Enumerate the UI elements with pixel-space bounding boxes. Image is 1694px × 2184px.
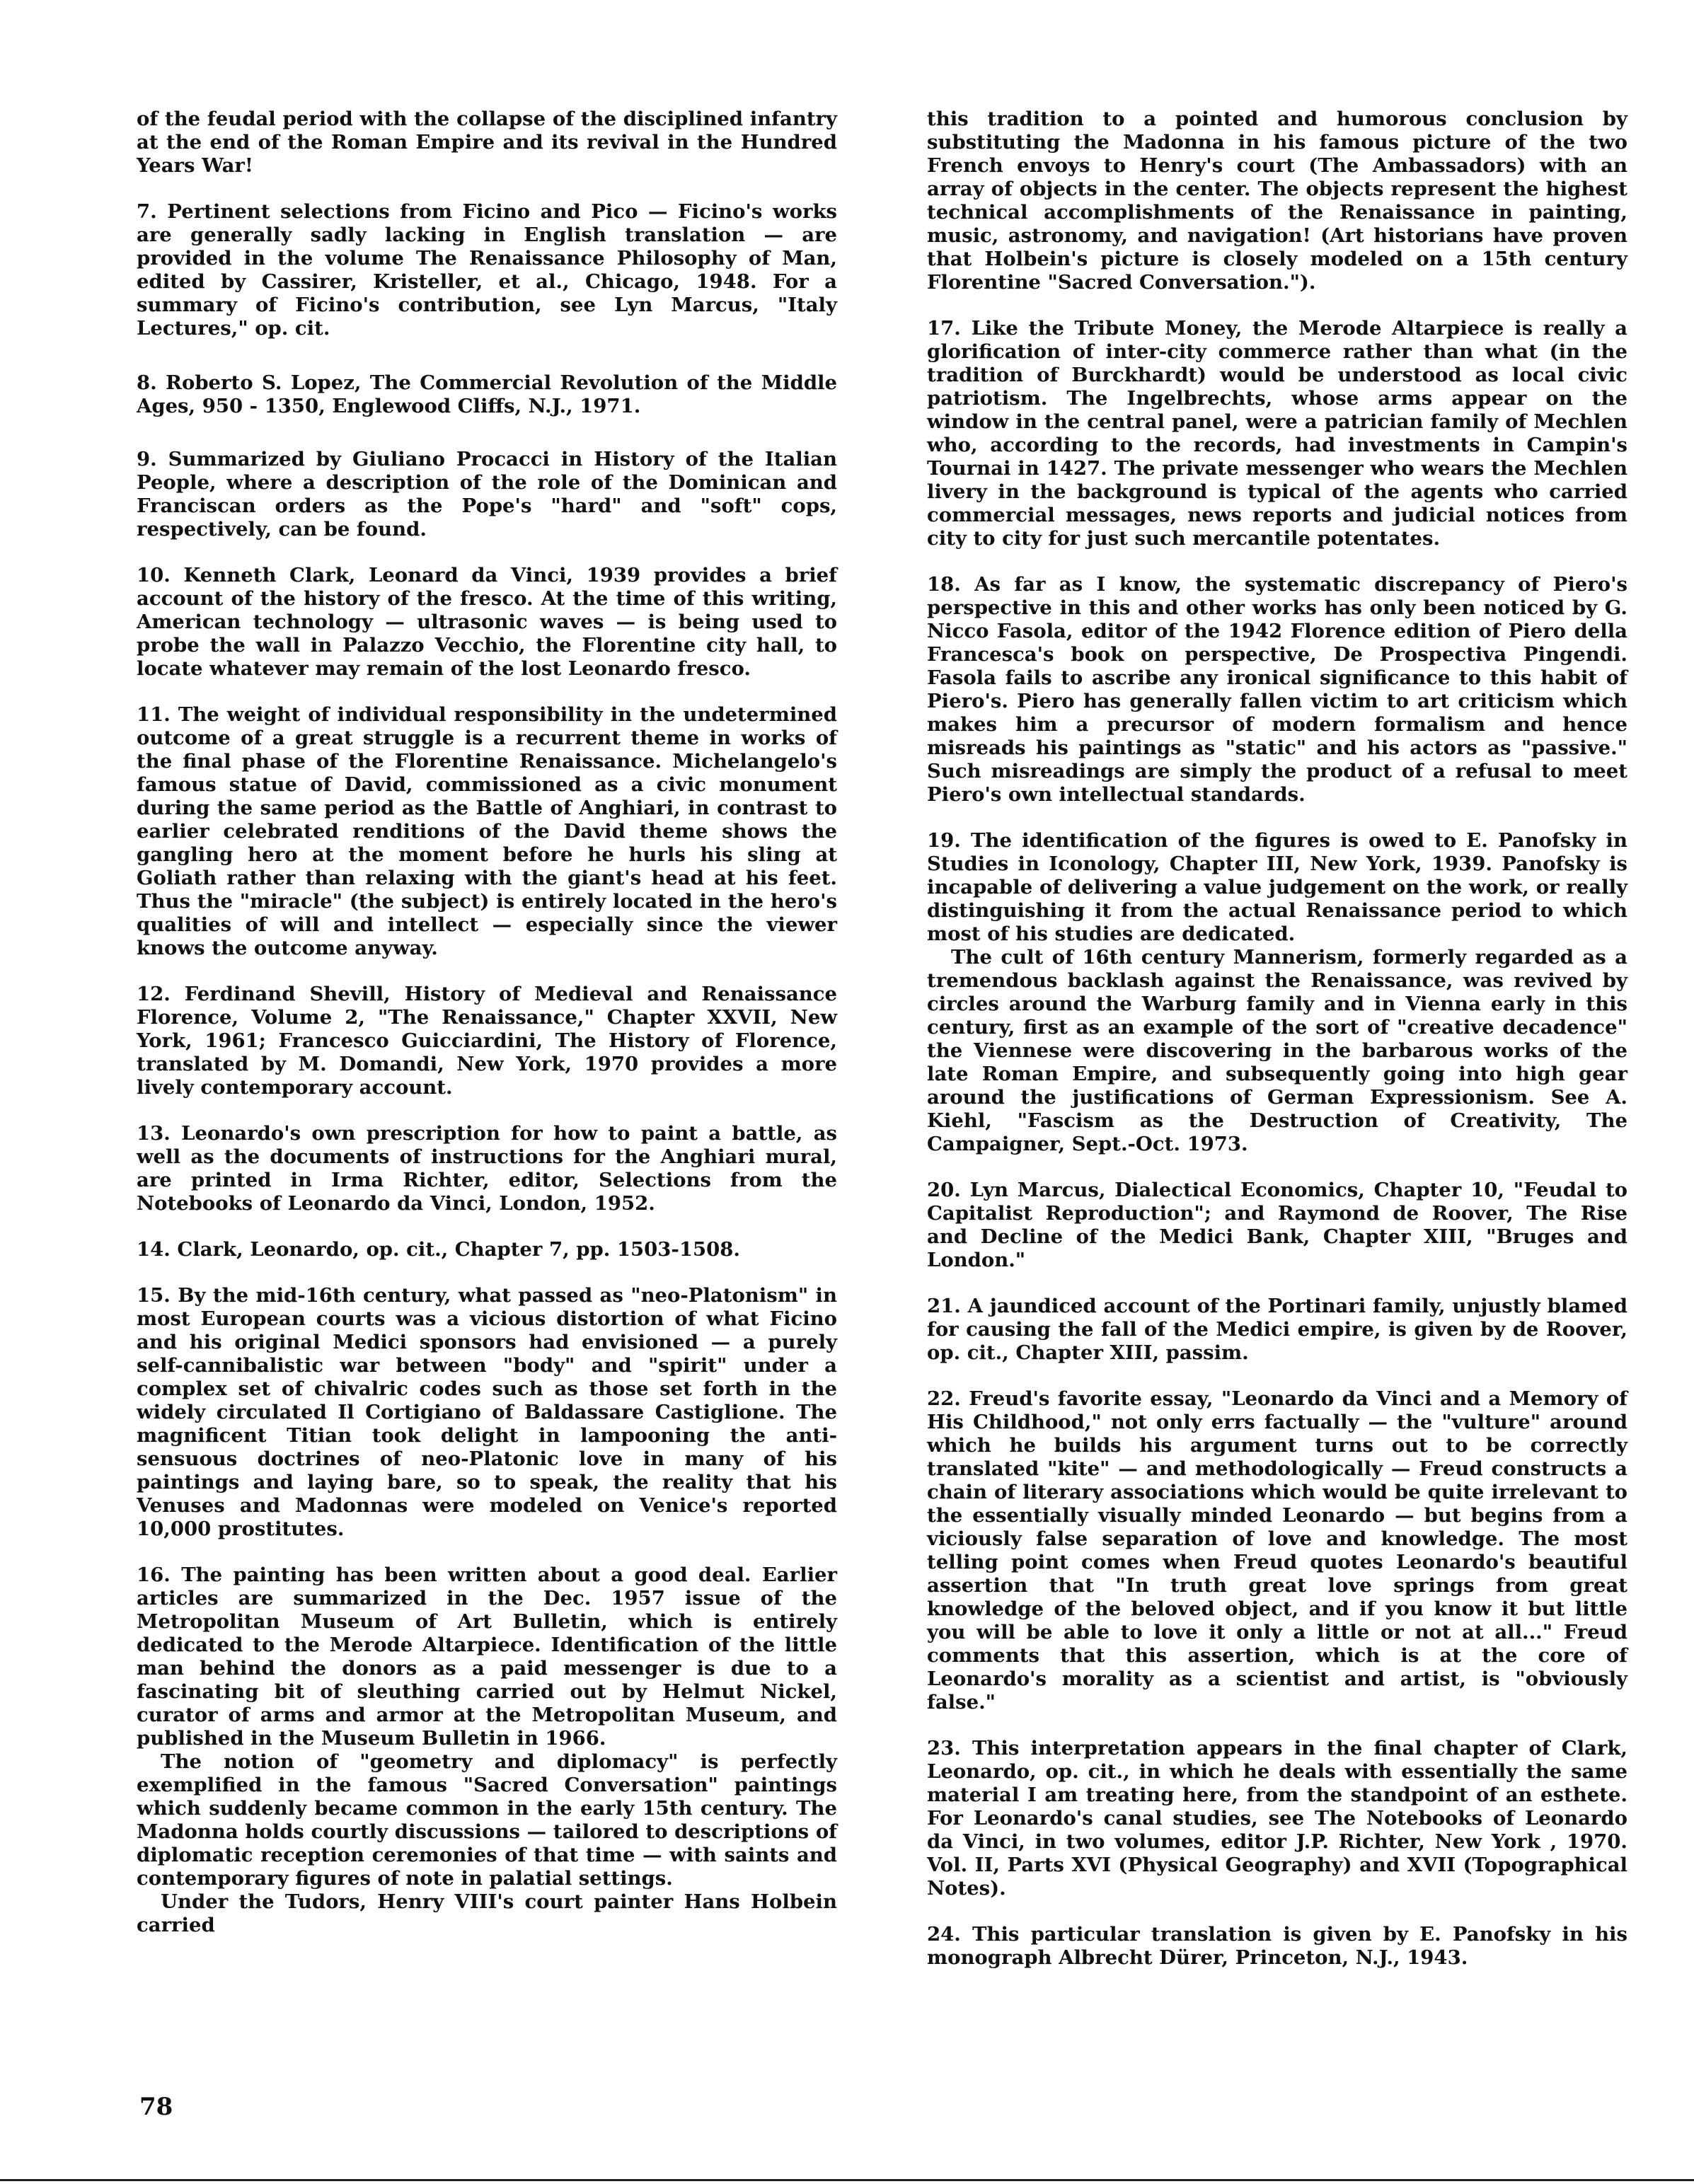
note-10: 10. Kenneth Clark, Leonard da Vinci, 1939 provides a brief account of the history of the fresco. At the time of this writing, American technology — ultrasonic waves — is being used to probe the wall in Palazzo Vecchio, the Florentine city hall, to locate whatever may remain of the lost Leonardo fresco.	[137, 564, 837, 680]
note-11: 11. The weight of individual responsibility in the undetermined outcome of a great struggle is a recurrent theme in works of the final phase of the Florentine Renaissance. Michelangelo's famous statue of David, commissioned as a civic monument during the same period as the Battle of Anghiari, in contrast to earlier celebrated renditions of the David theme shows the gangling hero at the moment before he hurls his sling at Goliath rather than relaxing with the giant's head at his feet. Thus the "miracle" (the subject) is entirely located in the hero's qualities of will and intellect — especially since the viewer knows the outcome anyway.	[137, 703, 837, 959]
note-8: 8. Roberto S. Lopez, The Commercial Revolution of the Middle Ages, 950 - 1350, Englewood Cliffs, N.J., 1971.	[137, 371, 837, 417]
right-column	[927, 108, 1627, 1992]
note-19: 19. The identification of the figures is owed to E. Panofsky in Studies in Iconology, Chapter III, New York, 1939. Panofsky is incapable of delivering a value judgement on the work, or really distinguishing it from the actual Renaissance period to which most of his studies are dedicated.	[927, 829, 1627, 945]
page-number: 78	[139, 2093, 173, 2121]
note-16-paragraph-2: The notion of "geometry and diplomacy" is perfectly exemplified in the famous "Sacred Conversation" paintings which suddenly became common in the early 15th century. The Madonna holds courtly discussions — tailored to descriptions of diplomatic reception ceremonies of that time — with saints and contemporary figures of note in palatial settings.	[137, 1750, 837, 1890]
note-16-paragraph-3: Under the Tudors, Henry VIII's court painter Hans Holbein carried	[137, 1890, 837, 1936]
note-20: 20. Lyn Marcus, Dialectical Economics, Chapter 10, "Feudal to Capitalist Reproduction"; and Raymond de Roover, The Rise and Decline of the Medici Bank, Chapter XIII, "Bruges and London."	[927, 1179, 1627, 1271]
note-18: 18. As far as I know, the systematic discrepancy of Piero's perspective in this and other works has only been noticed by G. Nicco Fasola, editor of the 1942 Florence edition of Piero della Francesca's book on perspective, De Prospectiva Pingendi. Fasola fails to ascribe any ironical significance to this habit of Piero's. Piero has generally fallen victim to art criticism which makes him a precursor of modern formalism and hence misreads his paintings as "static" and his actors as "passive." Such misreadings are simply the product of a refusal to meet Piero's own intellectual standards.	[927, 573, 1627, 806]
note-24: 24. This particular translation is given by E. Panofsky in his monograph Albrecht Dürer, Princeton, N.J., 1943.	[927, 1923, 1627, 1969]
note-16-continued: this tradition to a pointed and humorous conclusion by substituting the Madonna in his famous picture of the two French envoys to Henry's court (The Ambassadors) with an array of objects in the center. The objects represent the highest technical accomplishments of the Renaissance in painting, music, astronomy, and navigation! (Art historians have proven that Holbein's picture is closely modeled on a 15th century Florentine "Sacred Conversation.").	[927, 108, 1627, 294]
note-13: 13. Leonardo's own prescription for how to paint a battle, as well as the documents of instructions for the Anghiari mural, are printed in Irma Richter, editor, Selections from the Notebooks of Leonardo da Vinci, London, 1952.	[137, 1122, 837, 1215]
note-17: 17. Like the Tribute Money, the Merode Altarpiece is really a glorification of inter-city commerce rather than what (in the tradition of Burckhardt) would be understood as local civic patriotism. The Ingelbrechts, whose arms appear on the window in the central panel, were a patrician family of Mechlen who, according to the records, had investments in Campin's Tournai in 1427. The private messenger who wears the Mechlen livery in the background is typical of the agents who carried commercial messages, news reports and judicial notices from city to city for just such mercantile potentates.	[927, 317, 1627, 550]
note-19-paragraph-2: The cult of 16th century Mannerism, formerly regarded as a tremendous backlash against the Renaissance, was revived by circles around the Warburg family and in Vienna early in this century, first as an example of the sort of "creative decadence" the Viennese were discovering in the barbarous works of the late Roman Empire, and subsequently going into high gear around the justifications of German Expressionism. See A. Kiehl, "Fascism as the Destruction of Creativity, The Campaigner, Sept.-Oct. 1973.	[927, 946, 1627, 1155]
note-22: 22. Freud's favorite essay, "Leonardo da Vinci and a Memory of His Childhood," not only errs factually — the "vulture" around which he builds his argument turns out to be correctly translated "kite" — and methodologically — Freud constructs a chain of literary associations which would be quite irrelevant to the essentially visually minded Leonardo — but begins from a viciously false separation of love and knowledge. The most telling point comes when Freud quotes Leonardo's beautiful assertion that "In truth great love springs from great knowledge of the beloved object, and if you know it but little you will be able to love it only a little or not at all..." Freud comments that this assertion, which is at the core of Leonardo's morality as a scientist and artist, is "obviously false."	[927, 1387, 1627, 1714]
note-16: 16. The painting has been written about a good deal. Earlier articles are summarized in the Dec. 1957 issue of the Metropolitan Museum of Art Bulletin, which is entirely dedicated to the Merode Altarpiece. Identification of the little man behind the donors as a paid messenger is due to a fascinating bit of sleuthing carried out by Helmut Nickel, curator of arms and armor at the Metropolitan Museum, and published in the Museum Bulletin in 1966.	[137, 1564, 837, 1750]
note-7: 7. Pertinent selections from Ficino and Pico — Ficino's works are generally sadly lacking in English translation — are provided in the volume The Renaissance Philosophy of Man, edited by Cassirer, Kristeller, et al., Chicago, 1948. For a summary of Ficino's contribution, see Lyn Marcus, "Italy Lectures," op. cit.	[137, 200, 837, 340]
note-23: 23. This interpretation appears in the final chapter of Clark, Leonardo, op. cit., in which he deals with essentially the same material I am treating here, from the standpoint of an esthete. For Leonardo's canal studies, see The Notebooks of Leonardo da Vinci, in two volumes, editor J.P. Richter, New York , 1970. Vol. II, Parts XVI (Physical Geography) and XVII (Topographical Notes).	[927, 1737, 1627, 1900]
note-14: 14. Clark, Leonardo, op. cit., Chapter 7, pp. 1503-1508.	[137, 1238, 740, 1261]
note-9: 9. Summarized by Giuliano Procacci in History of the Italian People, where a description of the role of the Dominican and Franciscan orders as the Pope's "hard" and "soft" cops, respectively, can be found.	[137, 448, 837, 541]
bottom-rule	[0, 2179, 1694, 2181]
note-12: 12. Ferdinand Shevill, History of Medieval and Renaissance Florence, Volume 2, "The Renaissance," Chapter XXVII, New York, 1961; Francesco Guicciardini, The History of Florence, translated by M. Domandi, New York, 1970 provides a more lively contemporary account.	[137, 983, 837, 1099]
left-column	[137, 108, 837, 1937]
note-21: 21. A jaundiced account of the Portinari family, unjustly blamed for causing the fall of the Medici empire, is given by de Roover, op. cit., Chapter XIII, passim.	[927, 1295, 1627, 1364]
note-15: 15. By the mid-16th century, what passed as "neo-Platonism" in most European courts was a vicious distortion of what Ficino and his original Medici sponsors had envisioned — a purely self-cannibalistic war between "body" and "spirit" under a complex set of chivalric codes such as those set forth in the widely circulated Il Cortigiano of Baldassare Castiglione. The magnificent Titian took delight in lampooning the anti-sensuous doctrines of neo-Platonic love in many of his paintings and laying bare, so to speak, the reality that his Venuses and Madonnas were modeled on Venice's reported 10,000 prostitutes.	[137, 1284, 837, 1540]
note-continuation-feudal: of the feudal period with the collapse of the disciplined infantry at the end of the Roman Empire and its revival in the Hundred Years War!	[137, 108, 837, 177]
